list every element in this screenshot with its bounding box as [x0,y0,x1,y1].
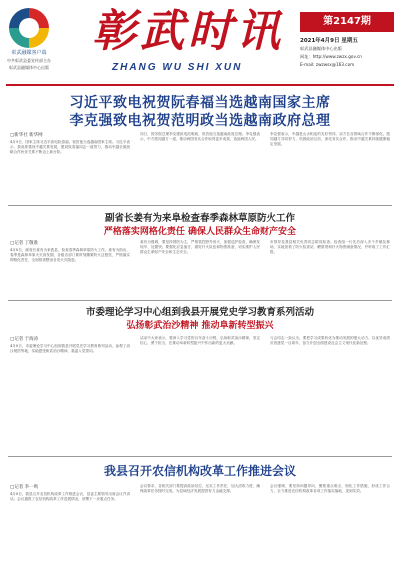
info-line-email: E-mail: zwzwsx@163.com [300,62,355,67]
article-2-headline: 副省长姜有为来阜检查春季森林草原防火工作 [104,213,295,224]
divider-3 [8,456,392,457]
info-line-publisher: 彰武县融媒体中心出版 [300,46,342,51]
article-2-subheadline: 严格落实网格化责任 确保人民群众生命财产安全 [103,227,297,237]
article-4-text-1: 4月8日，我县召开农信机构改革工作推进会议，县委主要领导出席会议并讲话。会议通报了农信机构改革工作进展情况，部署下一步重点任务。 [10,492,130,502]
issue-number: 第2147期 [300,12,394,32]
article-4-text-2: 会议要求，各相关部门要提高政治站位，压实工作责任，加大清收力度，确保改革任务按时完成，为县域经济发展提供有力金融支撑。 [140,484,260,494]
article-2-byline: □记者 丁敬准 [10,241,39,246]
article-1-text-2: 同日，国务院总理李克强致电范明政，祝贺他当选越南政府总理。李克强表示，中方愿同越方一道，推动两国务实合作取得更多成果，造福两国人民。 [140,132,260,142]
article-3-col-1 [10,336,130,454]
article-3-subheadline: 弘扬彰武治沙精神 推动阜新转型振兴 [126,321,274,331]
article-3-text-2: 活动中大家表示，要深入学习党的百年奋斗历程，弘扬彰武治沙精神，坚定信心、勇于担当，在推动阜新转型振兴中作出新的更大贡献。 [140,336,260,346]
article-1-text-1: 4月9日，国家主席习近平致电阮春福，祝贺他当选越南国家主席。习近平表示，我高度重视中越关系发展，愿同阮春福同志一道努力，推动中越全面战略合作伙伴关系不断迈上新台阶。 [10,140,130,155]
lead-headline-2: 李克强致电祝贺范明政当选越南政府总理 [69,113,331,129]
article-3-col-2 [140,336,260,454]
info-line-website: 网址：http://www.zwzx.gov.cn [300,54,362,59]
article-4-byline: □记者 李一鸣 [10,485,39,490]
divider-2 [8,300,392,301]
article-3-text-3: 与会同志一致认为，要把学习成果转化为推动发展的强大动力，以优异成绩庆祝建党一百周年，奋力开创全面建设社会主义现代化新征程。 [270,336,390,346]
article-4-col-2 [140,484,260,562]
article-2-text-3: 市领导及我县相关负责同志陪同检查。检查组一行先后深入多个乡镇及林场，实地查看了防火检查站、瞭望塔和扑火物资储备情况，并听取了工作汇报。 [270,240,390,255]
article-4-col-3 [270,484,390,562]
newspaper-pinyin: ZHANG WU SHI XUN [112,62,243,73]
article-3-text-1: 4月8日，市委理论学习中心组到我县开展党史学习教育系列活动，参观了治沙展馆等地，实地感受彰武治沙精神，重温入党誓词。 [10,344,130,354]
logo-sub-1: 中共彰武县委宣传部主办 [7,58,51,63]
article-2-col-3 [270,240,390,298]
article-2-text-1: 4月8日，副省长姜有为来我县，检查春季森林草原防火工作。姜有为指出，春季是森林草原火灾高发期，各级各部门要时刻绷紧防火这根弦，严格落实网格化责任，全面排查整治各类火灾隐患。 [10,248,130,263]
logo-caption: 彰武融媒客户端 [11,50,47,56]
masthead-rule [6,84,394,86]
lead-headline-1: 习近平致电祝贺阮春福当选越南国家主席 [69,95,331,111]
article-4-col-1 [10,484,130,562]
article-4-headline: 我县召开农信机构改革工作推进会议 [103,464,296,478]
article-3-headline: 市委理论学习中心组到我县开展党史学习教育系列活动 [85,307,314,318]
article-3-byline: □记者 于海涛 [10,337,39,342]
article-4-text-3: 会议强调，要坚持问题导向，聚焦重点难点，细化工作措施，形成工作合力，全力推进农信机构改革各项工作落实落地、见到实效。 [270,484,390,494]
divider-1 [8,205,392,206]
article-1-text-3: 李克强表示，中越是山水相连的友好邻邦，双方在各领域合作不断深化。愿同越方共同努力，巩固政治互信，深化务实合作，推动中越关系持续健康稳定发展。 [270,132,390,147]
article-3-col-3 [270,336,390,454]
newspaper-title: 彰武时讯 [92,6,284,57]
article-1-col-3 [270,132,390,202]
article-1-col-1 [10,132,130,202]
article-1-col-2 [140,132,260,202]
logo-sub-2: 彰武县融媒体中心出版 [9,65,49,70]
logo-icon [9,8,49,48]
media-logo [6,8,52,78]
article-2-col-2 [140,240,260,298]
issue-date: 2021年4月9日 星期五 [300,38,358,44]
article-2-col-1 [10,240,130,298]
article-2-text-2: 姜有为强调，要坚持预防为主，严格管控野外用火，加强巡护检查，确保发现早、处置快。要强化应急值守，做好扑火队伍和物资准备，切实维护人民群众生命财产安全和生态安全。 [140,240,260,255]
article-1-byline: □新华社 新华网 [10,133,43,138]
masthead [0,0,400,86]
